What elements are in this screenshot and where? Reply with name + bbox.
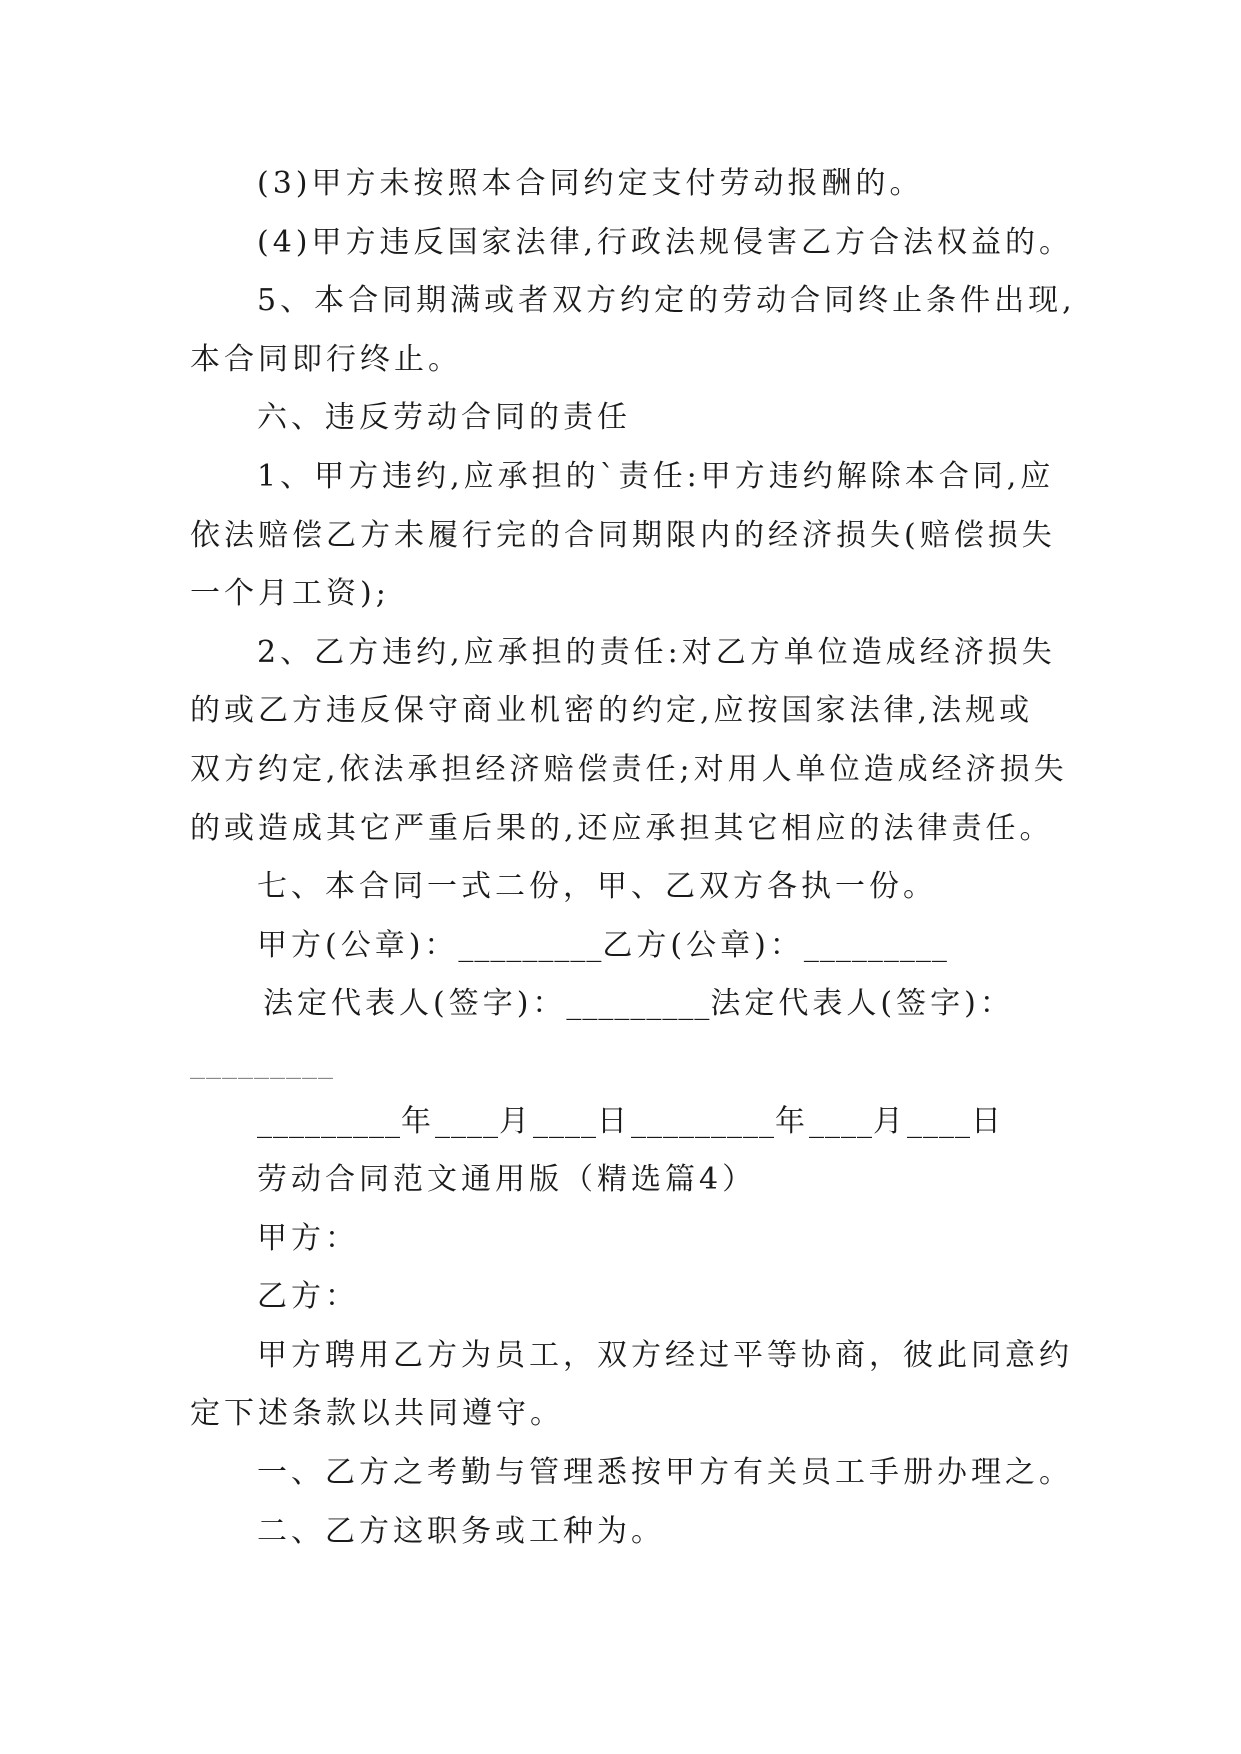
- clause-line: 2、乙方违约,应承担的责任:对乙方单位造成经济损失: [257, 634, 1056, 670]
- date-line: _________年____月____日_________年____月____日: [257, 1103, 1005, 1139]
- clause-line: 二、乙方这职务或工种为。: [257, 1513, 665, 1549]
- signature-blank-continuation: [0, 1034, 1241, 1093]
- clause-continuation: 的或乙方违反保守商业机密的约定,应按国家法律,法规或: [190, 693, 1034, 729]
- clause-continuation: 一个月工资);: [190, 576, 390, 612]
- blank-line: ____: [435, 1103, 499, 1139]
- blank-line: _________: [458, 927, 603, 963]
- clause-continuation: 的或造成其它严重后果的,还应承担其它相应的法律责任。: [190, 810, 1054, 846]
- clause-continuation: 双方约定,依法承担经济赔偿责任;对用人单位造成经济损失: [190, 751, 1068, 787]
- clause-line: (3)甲方未按照本合同约定支付劳动报酬的。: [257, 166, 924, 201]
- section-heading: 七、本合同一式二份，甲、乙双方各执一份。: [257, 869, 937, 905]
- blank-line: _________: [803, 927, 948, 963]
- blank-line: _________: [631, 1103, 775, 1139]
- seal-signature-line: 甲方(公章)：_________乙方(公章)：_________: [257, 927, 948, 963]
- blank-line: _________: [566, 986, 711, 1022]
- blank-line: ____: [809, 1103, 873, 1139]
- preamble-line: 甲方聘用乙方为员工，双方经过平等协商，彼此同意约: [257, 1337, 1073, 1373]
- blank-line: ____: [907, 1103, 971, 1139]
- blank-line: _________: [257, 1103, 401, 1139]
- document-body: [0, 155, 1241, 1561]
- clause-line: 一、乙方之考勤与管理悉按甲方有关员工手册办理之。: [257, 1455, 1073, 1491]
- blank-line: ____: [533, 1103, 597, 1139]
- clause-line: 1、甲方违约,应承担的`责任:甲方违约解除本合同,应: [257, 458, 1055, 494]
- clause-line: (4)甲方违反国家法律,行政法规侵害乙方合法权益的。: [257, 224, 1074, 260]
- blank-line: _________: [190, 1044, 334, 1080]
- party-a-label: 甲方：: [257, 1220, 359, 1256]
- document-title: 劳动合同范文通用版（精选篇4）: [257, 1162, 757, 1198]
- clause-continuation: 本合同即行终止。: [190, 341, 462, 377]
- clause-line: 5、本合同期满或者双方约定的劳动合同终止条件出现,: [257, 283, 1076, 319]
- representative-signature-line: 法定代表人(签字)：_________法定代表人(签字)：: [263, 986, 1014, 1022]
- preamble-continuation: 定下述条款以共同遵守。: [190, 1396, 564, 1432]
- clause-continuation: 依法赔偿乙方未履行完的合同期限内的经济损失(赔偿损失: [190, 517, 1056, 553]
- party-b-label: 乙方：: [257, 1279, 359, 1315]
- section-heading: 六、违反劳动合同的责任: [257, 400, 631, 436]
